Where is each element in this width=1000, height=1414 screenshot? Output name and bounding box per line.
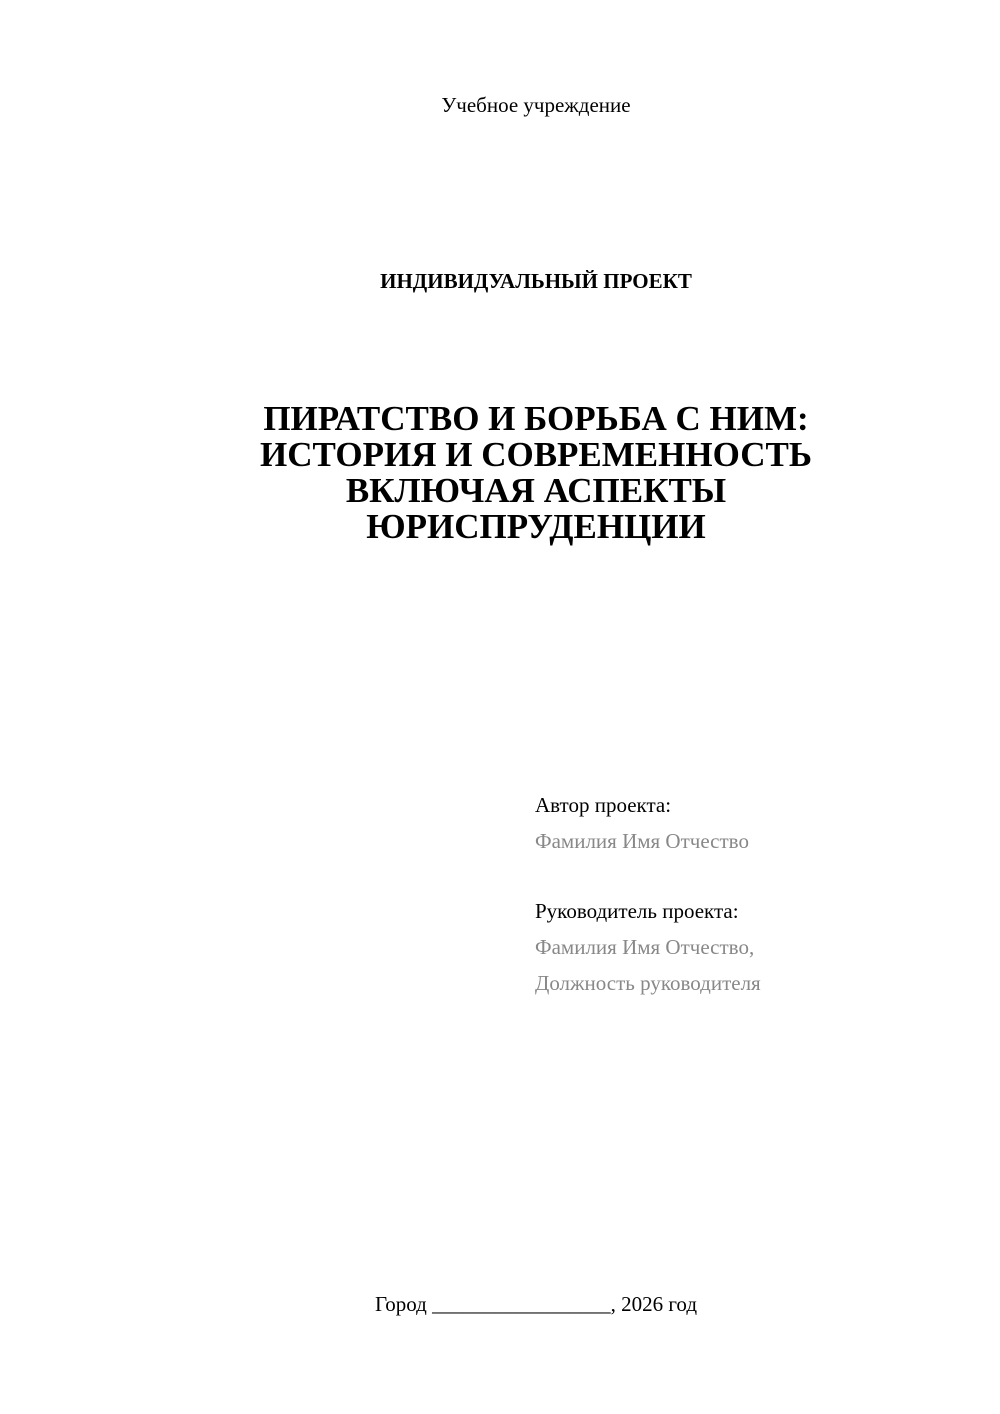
author-label: Автор проекта: <box>535 793 672 817</box>
institution-name: Учебное учреждение <box>441 93 631 117</box>
supervisor-name-placeholder: Фамилия Имя Отчество, <box>535 935 755 959</box>
project-title-line: ВКЛЮЧАЯ АСПЕКТЫ <box>345 471 727 510</box>
supervisor-label: Руководитель проекта: <box>535 899 739 923</box>
project-title-line: ИСТОРИЯ И СОВРЕМЕННОСТЬ <box>259 435 813 474</box>
author-block <box>535 787 749 859</box>
project-title-line: ЮРИСПРУДЕНЦИИ <box>366 507 706 546</box>
supervisor-position-placeholder: Должность руководителя <box>535 971 761 995</box>
city-year-footer: Город _________________, 2026 год <box>374 1292 698 1316</box>
project-title <box>0 401 1000 545</box>
supervisor-block <box>535 893 761 1001</box>
project-type-heading: ИНДИВИДУАЛЬНЫЙ ПРОЕКТ <box>380 269 692 293</box>
project-title-line: ПИРАТСТВО И БОРЬБА С НИМ: <box>263 399 809 438</box>
author-name-placeholder: Фамилия Имя Отчество <box>535 829 749 853</box>
